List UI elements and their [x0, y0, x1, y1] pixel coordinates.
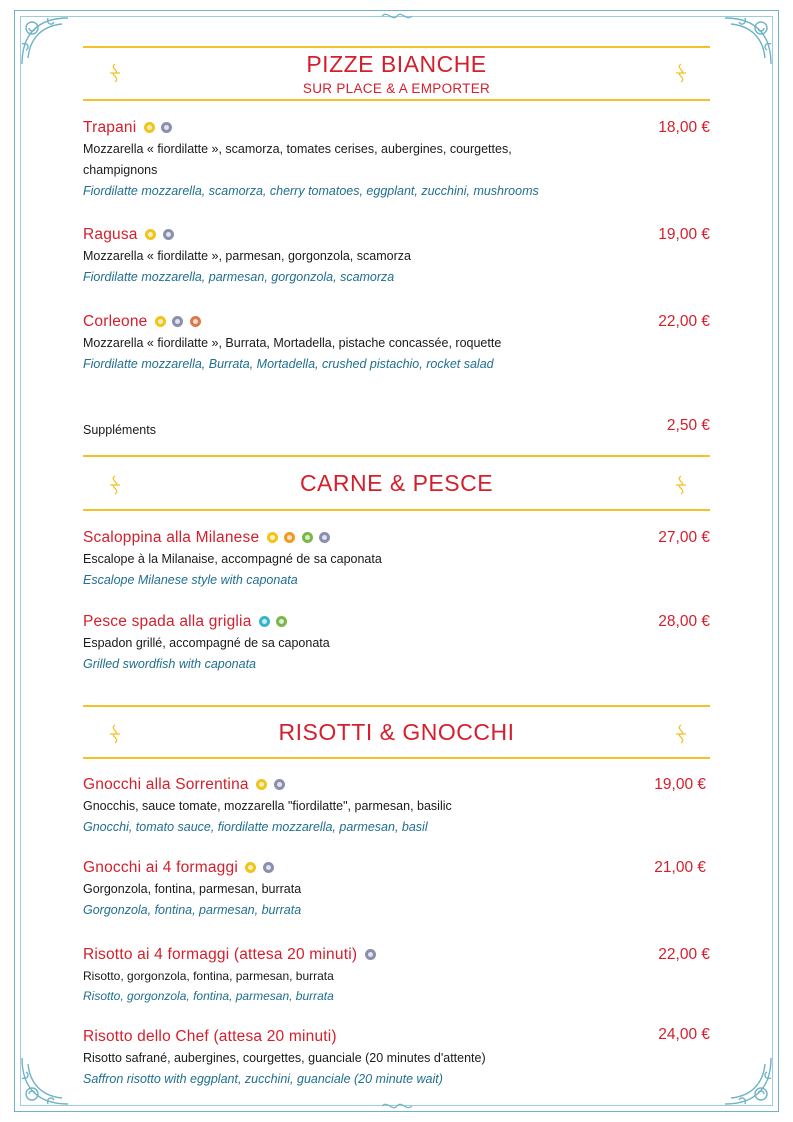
item-name: Trapani	[83, 119, 137, 136]
gluten-allergen-icon	[267, 532, 278, 543]
lactose-allergen-icon	[172, 316, 183, 327]
lactose-allergen-icon	[365, 949, 376, 960]
supplements-label: Suppléments	[83, 423, 156, 437]
menu-item	[83, 313, 710, 375]
item-name: Corleone	[83, 313, 148, 330]
lactose-allergen-icon	[263, 862, 274, 873]
fish-allergen-icon	[259, 616, 270, 627]
menu-item	[83, 946, 710, 1006]
section-rule	[83, 46, 710, 48]
item-price: 28,00 €	[658, 613, 710, 630]
section-rule	[83, 705, 710, 707]
item-description: Escalope à la Milanaise, accompagné de sa caponata	[83, 552, 382, 566]
item-price: 18,00 €	[658, 119, 710, 136]
menu-item	[83, 613, 710, 675]
section-rule	[83, 455, 710, 457]
gluten-allergen-icon	[245, 862, 256, 873]
lactose-allergen-icon	[319, 532, 330, 543]
item-translation: Escalope Milanese style with caponata	[83, 573, 298, 587]
supplements-row	[83, 417, 710, 439]
item-price: 22,00 €	[658, 946, 710, 963]
item-name: Pesce spada alla griglia	[83, 613, 252, 630]
item-translation: Gnocchi, tomato sauce, fiordilatte mozzarella, parmesan, basil	[83, 820, 428, 834]
gluten-allergen-icon	[144, 122, 155, 133]
item-name: Scaloppina alla Milanese	[83, 529, 260, 546]
gluten-allergen-icon	[145, 229, 156, 240]
item-price: 22,00 €	[658, 313, 710, 330]
item-translation: Saffron risotto with eggplant, zucchini, guanciale (20 minute wait)	[83, 1072, 443, 1086]
section-title-pizze: PIZZE BIANCHE	[306, 51, 487, 77]
item-name: Gnocchi ai 4 formaggi	[83, 859, 238, 876]
item-name: Ragusa	[83, 226, 138, 243]
menu-item	[83, 1028, 710, 1090]
item-translation: Gorgonzola, fontina, parmesan, burrata	[83, 903, 302, 917]
section-subtitle-pizze: SUR PLACE & A EMPORTER	[302, 81, 491, 96]
section-rule	[83, 509, 710, 511]
item-translation: Grilled swordfish with caponata	[83, 657, 256, 671]
item-name: Gnocchi alla Sorrentina	[83, 776, 249, 793]
edge-ornament-icon	[380, 1100, 414, 1112]
section-rule	[83, 757, 710, 759]
item-price: 19,00 €	[658, 226, 710, 243]
item-description: Risotto, gorgonzola, fontina, parmesan, burrata	[83, 969, 334, 983]
section-title-carne: CARNE & PESCE	[299, 470, 494, 496]
item-translation: Fiordilatte mozzarella, Burrata, Mortadella, crushed pistachio, rocket salad	[83, 357, 494, 371]
item-description: Gnocchis, sauce tomate, mozzarella "fiordilatte", parmesan, basilic	[83, 799, 452, 813]
gluten-allergen-icon	[256, 779, 267, 790]
celery-allergen-icon	[276, 616, 287, 627]
corner-ornament-icon	[721, 1054, 775, 1108]
item-price: 27,00 €	[658, 529, 710, 546]
item-description: Espadon grillé, accompagné de sa caponata	[83, 636, 330, 650]
lactose-allergen-icon	[161, 122, 172, 133]
item-description: Risotto safrané, aubergines, courgettes, guanciale (20 minutes d'attente)	[83, 1051, 486, 1065]
menu-item	[83, 529, 710, 591]
item-description: Mozzarella « fiordilatte », Burrata, Mortadella, pistache concassée, roquette	[83, 336, 502, 350]
item-name: Risotto ai 4 formaggi (attesa 20 minuti)	[83, 946, 358, 963]
corner-ornament-icon	[18, 1054, 72, 1108]
item-price: 21,00 €	[654, 859, 706, 876]
lactose-allergen-icon	[163, 229, 174, 240]
item-name: Risotto dello Chef (attesa 20 minuti)	[83, 1028, 337, 1045]
menu-item	[83, 226, 710, 288]
menu-item	[83, 119, 710, 202]
celery-allergen-icon	[302, 532, 313, 543]
edge-ornament-icon	[380, 10, 414, 22]
gluten-allergen-icon	[155, 316, 166, 327]
nuts-allergen-icon	[190, 316, 201, 327]
item-translation: Fiordilatte mozzarella, scamorza, cherry tomatoes, eggplant, zucchini, mushrooms	[83, 184, 539, 198]
item-translation: Fiordilatte mozzarella, parmesan, gorgonzola, scamorza	[83, 270, 395, 284]
item-price: 19,00 €	[654, 776, 706, 793]
item-price: 24,00 €	[658, 1026, 710, 1043]
corner-ornament-icon	[18, 14, 72, 68]
item-description: Gorgonzola, fontina, parmesan, burrata	[83, 882, 302, 896]
item-description: Mozzarella « fiordilatte », scamorza, tomates cerises, aubergines, courgettes, champignons	[83, 142, 512, 177]
section-rule	[83, 99, 710, 101]
egg-allergen-icon	[284, 532, 295, 543]
menu-item	[83, 859, 710, 921]
corner-ornament-icon	[721, 14, 775, 68]
lactose-allergen-icon	[274, 779, 285, 790]
section-title-risotti: RISOTTI & GNOCCHI	[278, 719, 515, 745]
item-translation: Risotto, gorgonzola, fontina, parmesan, burrata	[83, 989, 334, 1003]
item-description: Mozzarella « fiordilatte », parmesan, gorgonzola, scamorza	[83, 249, 411, 263]
menu-item	[83, 776, 710, 838]
supplements-price: 2,50 €	[666, 417, 710, 434]
